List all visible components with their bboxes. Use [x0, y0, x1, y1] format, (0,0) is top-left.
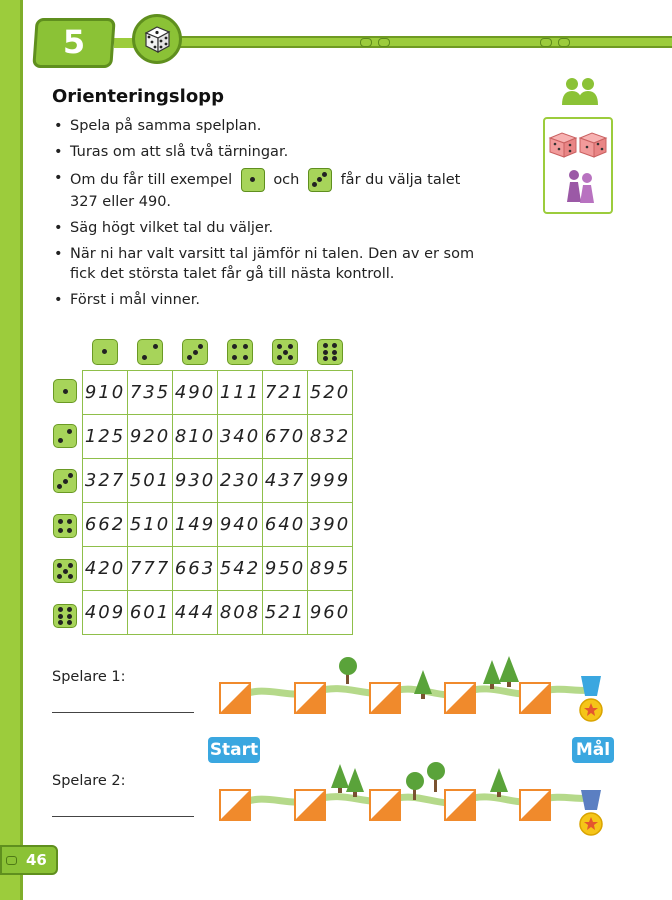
goal-label: Mål	[572, 737, 614, 763]
table-row	[83, 415, 353, 459]
two-dice-icon	[548, 130, 610, 160]
row-die-six	[53, 604, 77, 628]
rule-item: • När ni har valt varsitt tal jämför ni talen. Den av er som fick det största talet får gå till nästa kontroll.	[52, 244, 492, 284]
rule-example-prefix: Om du får till exempel	[70, 172, 233, 188]
table-cell: 437	[263, 459, 308, 503]
table-cell: 601	[128, 591, 173, 635]
table-cell: 810	[173, 415, 218, 459]
tree-icon	[427, 762, 445, 792]
tree-icon	[499, 656, 519, 687]
table-cell: 950	[263, 547, 308, 591]
player2-label: Spelare 2:	[52, 773, 126, 789]
table-row	[83, 547, 353, 591]
left-border-bar	[0, 0, 20, 900]
table-cell: 960	[308, 591, 353, 635]
table-cell: 662	[83, 503, 128, 547]
table-cell: 670	[263, 415, 308, 459]
control-flag-icon	[295, 683, 325, 713]
table-cell: 832	[308, 415, 353, 459]
player2-track	[215, 756, 610, 838]
medal-icon	[580, 790, 602, 835]
rule-item: • Först i mål vinner.	[52, 290, 492, 310]
table-cell: 640	[263, 503, 308, 547]
number-grid	[82, 370, 353, 635]
bar-knot-icon	[360, 38, 372, 47]
player1-track	[215, 652, 610, 724]
player2-name-line[interactable]	[52, 816, 194, 817]
table-cell: 663	[173, 547, 218, 591]
table-cell: 501	[128, 459, 173, 503]
table-cell: 125	[83, 415, 128, 459]
player1-label: Spelare 1:	[52, 669, 126, 685]
top-border-bar	[160, 36, 672, 48]
page-number: 46	[26, 851, 47, 869]
game-pieces-icon	[564, 168, 598, 204]
table-cell: 327	[83, 459, 128, 503]
die-one-icon	[241, 168, 265, 192]
table-row	[83, 591, 353, 635]
table-cell: 490	[173, 371, 218, 415]
control-flag-icon	[520, 683, 550, 713]
table-cell: 895	[308, 547, 353, 591]
table-row	[83, 459, 353, 503]
column-die-five	[272, 339, 298, 365]
start-label: Start	[208, 737, 260, 763]
rule-item: • Spela på samma spelplan.	[52, 116, 492, 136]
table-cell: 721	[263, 371, 308, 415]
row-die-five	[53, 559, 77, 583]
table-cell: 910	[83, 371, 128, 415]
table-cell: 230	[218, 459, 263, 503]
bar-knot-icon	[558, 38, 570, 47]
table-cell: 920	[128, 415, 173, 459]
table-cell: 420	[83, 547, 128, 591]
bar-knot-icon	[540, 38, 552, 47]
two-players-icon	[560, 76, 600, 106]
tree-icon	[483, 660, 501, 689]
die-three-icon	[308, 168, 332, 192]
medal-icon	[580, 676, 602, 721]
row-die-three	[53, 469, 77, 493]
column-die-three	[182, 339, 208, 365]
rule-example-suffix: får du välja talet 327 eller 490.	[70, 172, 461, 210]
row-die-one	[53, 379, 77, 403]
control-flag-icon	[370, 683, 400, 713]
column-die-one	[92, 339, 118, 365]
table-cell: 521	[263, 591, 308, 635]
table-cell: 340	[218, 415, 263, 459]
tree-icon	[346, 768, 364, 797]
rule-example-mid: och	[273, 172, 300, 188]
chapter-number: 5	[62, 23, 86, 61]
control-flag-icon	[295, 790, 325, 820]
tree-icon	[490, 768, 508, 797]
rules-list	[52, 116, 492, 316]
row-die-two	[53, 424, 77, 448]
table-cell: 542	[218, 547, 263, 591]
column-die-four	[227, 339, 253, 365]
rule-item: • Säg högt vilket tal du väljer.	[52, 218, 492, 238]
table-cell: 444	[173, 591, 218, 635]
rule-item-example	[52, 168, 492, 212]
table-cell: 735	[128, 371, 173, 415]
left-border-line	[20, 0, 23, 900]
table-cell: 149	[173, 503, 218, 547]
table-row	[83, 503, 353, 547]
table-cell: 999	[308, 459, 353, 503]
table-cell: 390	[308, 503, 353, 547]
table-row	[83, 371, 353, 415]
table-cell: 520	[308, 371, 353, 415]
control-flag-icon	[520, 790, 550, 820]
bar-knot-icon	[378, 38, 390, 47]
player1-name-line[interactable]	[52, 712, 194, 713]
dice-icon	[140, 22, 174, 56]
table-cell: 930	[173, 459, 218, 503]
control-flag-icon	[445, 683, 475, 713]
rule-item: • Turas om att slå två tärningar.	[52, 142, 492, 162]
column-die-two	[137, 339, 163, 365]
column-die-six	[317, 339, 343, 365]
control-flag-icon	[220, 683, 250, 713]
control-flag-icon	[445, 790, 475, 820]
table-cell: 940	[218, 503, 263, 547]
control-flag-icon	[220, 790, 250, 820]
bar-knot-icon	[6, 856, 17, 865]
row-die-four	[53, 514, 77, 538]
table-cell: 409	[83, 591, 128, 635]
tree-icon	[339, 657, 357, 684]
table-cell: 808	[218, 591, 263, 635]
table-cell: 777	[128, 547, 173, 591]
control-flag-icon	[370, 790, 400, 820]
table-cell: 510	[128, 503, 173, 547]
tree-icon	[331, 764, 349, 793]
page-title: Orienteringslopp	[52, 86, 224, 107]
table-cell: 111	[218, 371, 263, 415]
